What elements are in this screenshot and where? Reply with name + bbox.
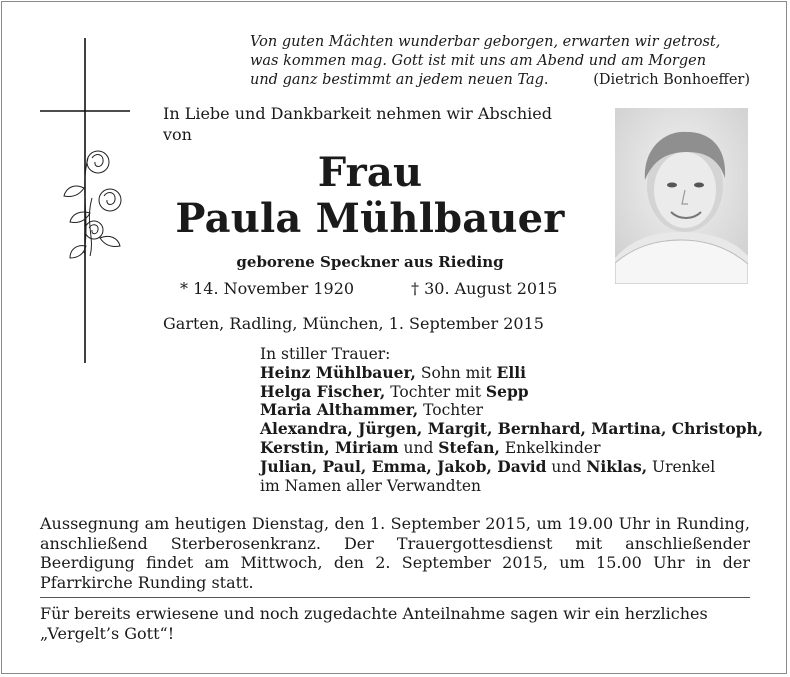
thanks-note: Für bereits erwiesene und noch zugedachte Anteilnahme sagen wir ein herzliches „Vergelt’s Gott“! <box>40 604 708 643</box>
mourner-row: Alexandra, Jürgen, Margit, Bernhard, Martina, Christoph, <box>260 419 764 439</box>
quote-line-1: Von guten Mächten wunderbar geborgen, erwarten wir getrost, <box>250 34 721 50</box>
bible-quote <box>250 33 750 90</box>
deceased-name-block <box>120 150 620 242</box>
birth-name: geborene Speckner aus Rieding <box>236 253 504 271</box>
mourner-row: Heinz Mühlbauer, Sohn mit Elli <box>260 362 526 382</box>
intro-line-2: von <box>163 125 192 144</box>
mourners-closing: im Namen aller Verwandten <box>260 476 481 495</box>
salutation: Frau <box>317 149 423 196</box>
mourners-list <box>260 345 780 495</box>
mourner-row: Kerstin, Miriam und Stefan, Enkelkinder <box>260 437 601 457</box>
intro-text <box>163 103 593 145</box>
portrait-photo <box>615 108 748 284</box>
quote-line-3: und ganz bestimmt an jedem neuen Tag. <box>250 72 549 88</box>
divider <box>40 597 750 598</box>
service-announcement: Aussegnung am heutigen Dienstag, den 1. September 2015, um 19.00 Uhr in Runding, anschließend Sterberosenkranz. Der Trauergottesdienst mit anschließender Beerdigung findet am Mittwoch, den 2. September 2015, um 15.00 Uhr in der Pfarrkirche Runding statt. <box>40 514 750 592</box>
mourner-row: Maria Althammer, Tochter <box>260 400 484 420</box>
quote-line-2: was kommen mag. Gott ist mit uns am Abend und am Morgen <box>250 53 707 69</box>
mourner-row: Julian, Paul, Emma, Jakob, David und Niklas, Urenkel <box>260 456 716 476</box>
birth-date: * 14. November 1920 <box>180 279 355 298</box>
mourner-row: Helga Fischer, Tochter mit Sepp <box>260 381 529 401</box>
cross-with-rose-icon <box>40 38 132 363</box>
deceased-name: Paula Mühlbauer <box>175 195 565 242</box>
intro-line-1: In Liebe und Dankbarkeit nehmen wir Abschied <box>163 104 553 123</box>
death-date: † 30. August 2015 <box>411 279 558 298</box>
mourners-heading: In stiller Trauer: <box>260 345 391 363</box>
quote-author: (Dietrich Bonhoeffer) <box>593 72 750 88</box>
place-and-date: Garten, Radling, München, 1. September 2015 <box>163 314 544 333</box>
